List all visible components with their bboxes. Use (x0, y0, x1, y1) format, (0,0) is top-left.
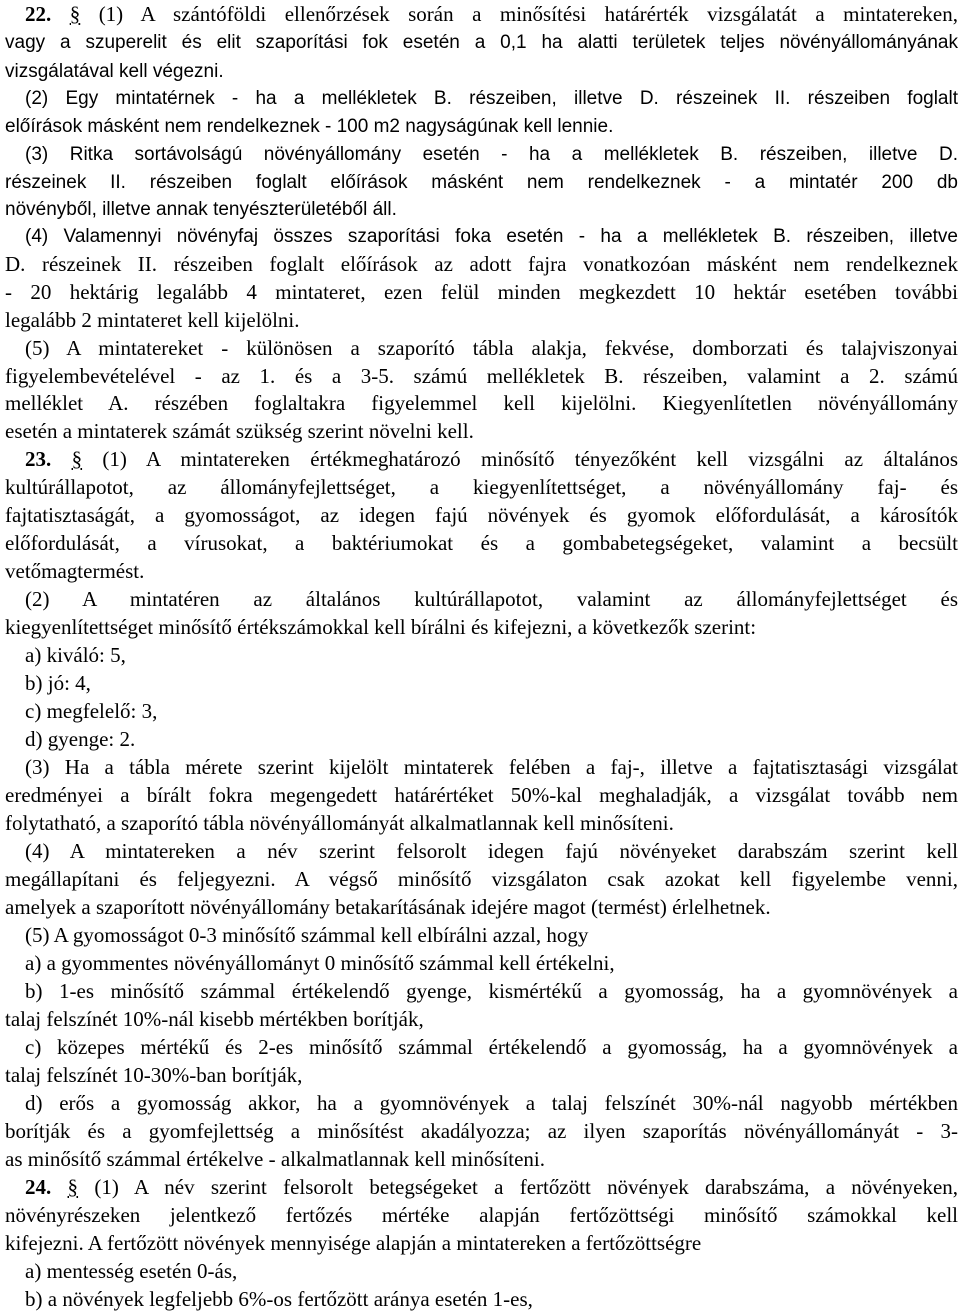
paragraph-line: as minősítő számmal értékelve - alkalmatlannak kell minősíteni. (5, 1147, 546, 1171)
paragraph-text: (1) A név szerint felsorolt betegségeket a fertőzött növények darabszáma, a növényeken, (94, 1175, 958, 1199)
paragraph-line: (4) Valamennyi növényfaj összes szaporítási foka esetén - ha a mellékletek B. részeiben, illetve (25, 226, 958, 247)
list-item: b) jó: 4, (25, 671, 91, 695)
paragraph-line: talaj felszínét 10%-nál kisebb mértékben borítják, (5, 1007, 424, 1031)
paragraph-line: megállapítani és feljegyezni. A végső minősítő vizsgálaton csak azokat kell figyelembe venni, (5, 867, 958, 891)
paragraph-line: talaj felszínét 10-30%-ban borítják, (5, 1063, 303, 1087)
paragraph-line: kifejezni. A fertőzött növények mennyisége alapján a mintatereken a fertőzöttségre (5, 1231, 702, 1255)
list-item: d) erős a gyomosság akkor, ha a gyomnövények a talaj felszínét 30%-nál nagyobb mértékben (25, 1091, 958, 1115)
list-item: a) mentesség esetén 0-ás, (25, 1259, 238, 1283)
paragraph-line: kultúrállapotot, az állományfejlettséget, a kiegyenlítettséget, a növényállomány faj- és (5, 475, 958, 499)
paragraph-line: melléklet A. részében foglaltakra figyelemmel kell kijelölni. Kiegyenlítetlen növényállomány (5, 391, 958, 415)
paragraph-line: (2) A mintatéren az általános kultúrállapotot, valamint az állományfejlettséget és (25, 587, 958, 611)
paragraph-line: esetén a mintaterek számát szükség szerint növelni kell. (5, 419, 474, 443)
paragraph-line: (5) A mintatereket - különösen a szaporító tábla alakja, fekvése, domborzati és talajviszonyai (25, 336, 958, 360)
paragraph-line: növényrészeken jelentkező fertőzés mértéke alapján fertőzöttségi minősítő számokkal kell (5, 1203, 958, 1227)
paragraph-line: (5) A gyomosságot 0-3 minősítő számmal kell elbírálni azzal, hogy (25, 923, 589, 947)
paragraph-line: figyelembevételével - az 1. és a 3-5. számú mellékletek B. részeiben, valamint a 2. számú (5, 364, 958, 388)
list-item: c) közepes mértékű és 2-es minősítő számmal értékelendő a gyomosság, ha a gyomnövények a (25, 1035, 958, 1059)
paragraph-line: vetőmagtermést. (5, 559, 145, 583)
paragraph-line: fajtatisztaságát, a gyomosságot, az idegen fajú növények és gyomok előfordulását, a károsítók (5, 503, 958, 527)
section-symbol: § (69, 2, 81, 26)
paragraph-line: kiegyenlítettséget minősítő értékszámokkal kell bírálni és kifejezni, a következők szerint: (5, 615, 757, 639)
list-item: c) megfelelő: 3, (25, 699, 158, 723)
paragraph-line: (3) Ha a tábla mérete szerint kijelölt mintaterek felében a faj-, illetve a fajtatisztasági vizsgálat (25, 755, 958, 779)
section-24-line (25, 1173, 958, 1201)
list-item: a) a gyommentes növényállományt 0 minősítő számmal kell értékelni, (25, 951, 615, 975)
paragraph-line: - 20 hektárig legalább 4 mintateret, ezen felül minden megkezdett 10 hektár esetében további (5, 280, 958, 304)
paragraph-line: előírások másként nem rendelkeznek - 100 m2 nagyságúnak kell lennie. (5, 116, 614, 137)
section-number: 24. (25, 1175, 52, 1199)
list-item: d) gyenge: 2. (25, 727, 136, 751)
paragraph-line: vizsgálatával kell végezni. (5, 61, 224, 82)
paragraph-line: (4) A mintatereken a név szerint felsorolt idegen fajú növényeket darabszám szerint kell (25, 839, 958, 863)
paragraph-line: amelyek a szaporított növényállomány betakarításának idejére magot (termést) érlelhetnek. (5, 895, 771, 919)
paragraph-line: legalább 2 mintateret kell kijelölni. (5, 308, 300, 332)
section-22-line (25, 0, 958, 28)
paragraph-line: borítják és a gyomfejlettség a minősítést akadályozza; az ilyen szaporítás növényállományát - 3- (5, 1119, 958, 1143)
paragraph-line: részeinek II. részeiben foglalt előírások másként nem rendelkeznek - a mintatér 200 db (5, 172, 958, 193)
list-item: a) kiváló: 5, (25, 643, 126, 667)
paragraph-line: folytatható, a szaporító tábla növényállományát alkalmatlannak kell minősíteni. (5, 811, 674, 835)
paragraph-text: (1) A szántóföldi ellenőrzések során a minősítési határérték vizsgálatát a mintatereken, (98, 2, 958, 26)
paragraph-line: (3) Ritka sortávolságú növényállomány esetén - ha a mellékletek B. részeiben, illetve D. (25, 144, 958, 165)
paragraph-line: előfordulását, a vírusokat, a baktériumokat és a gombabetegségeket, valamint a becsült (5, 531, 958, 555)
section-number: 23. (25, 447, 52, 471)
paragraph-line: vagy a szuperelit és elit szaporítási fok esetén a 0,1 ha alatti területek teljes növényállományának (5, 32, 958, 53)
paragraph-line: (2) Egy mintatérnek - ha a mellékletek B. részeiben, illetve D. részeinek II. részeiben foglalt (25, 88, 958, 109)
paragraph-line: eredményei a bírált fokra megengedett határértéket 50%-kal meghaladják, a vizsgálat tovább nem (5, 783, 958, 807)
list-item: b) 1-es minősítő számmal értékelendő gyenge, kismértékű a gyomosság, ha a gyomnövények a (25, 979, 958, 1003)
section-symbol: § (71, 447, 83, 471)
paragraph-line: D. részeinek II. részeiben foglalt előírások az adott fajra vonatkozóan másként nem rendelkeznek (5, 252, 958, 276)
section-23-line (25, 445, 958, 473)
paragraph-line: növényből, illetve annak tenyészterületéből áll. (5, 199, 397, 220)
paragraph-text: (1) A mintatereken értékmeghatározó minősítő tényezőként kell vizsgálni az általános (102, 447, 958, 471)
section-symbol: § (67, 1175, 79, 1199)
section-number: 22. (25, 2, 52, 26)
list-item: b) a növények legfeljebb 6%-os fertőzött aránya esetén 1-es, (25, 1287, 533, 1311)
